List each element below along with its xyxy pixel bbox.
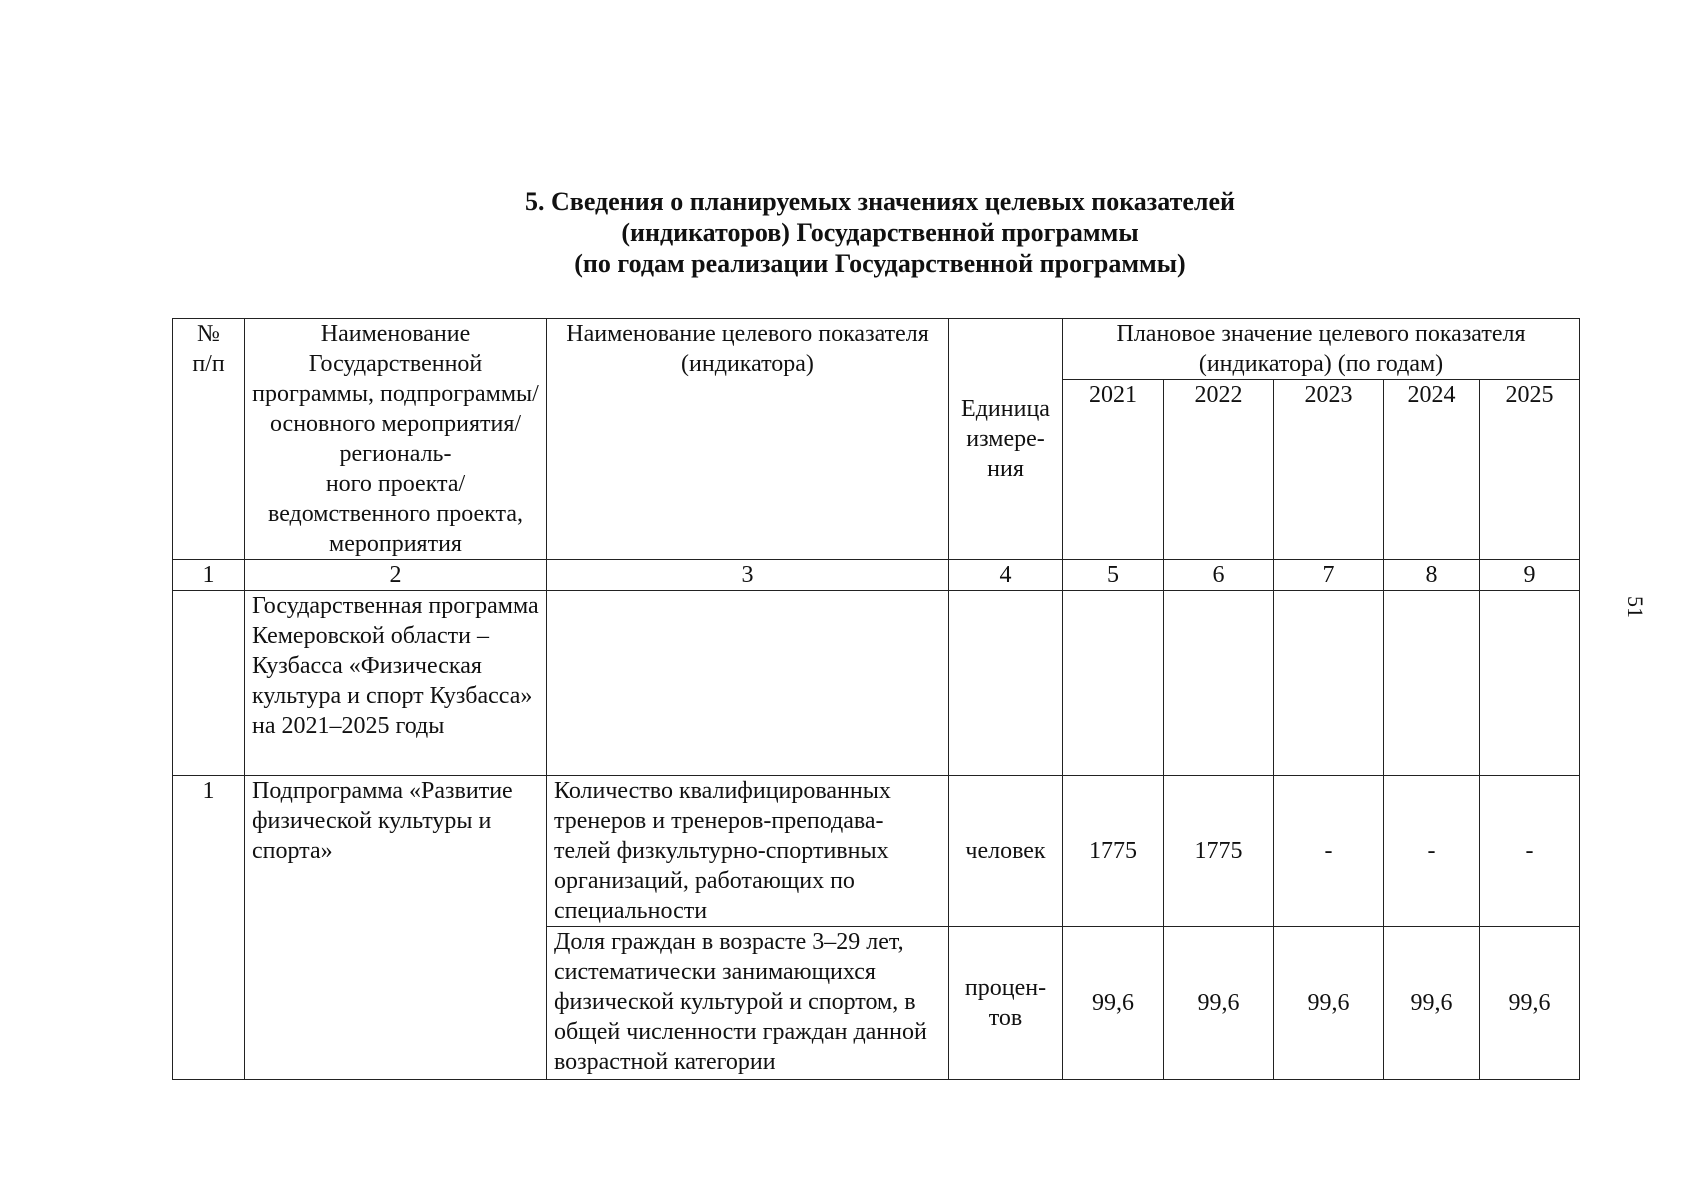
subprogram-num: 1 — [173, 776, 245, 1080]
column-number: 9 — [1480, 560, 1580, 591]
column-number: 5 — [1063, 560, 1164, 591]
header-year-2024: 2024 — [1384, 380, 1480, 560]
header-unit: Единица измере- ния — [949, 319, 1063, 560]
indicator-value: 99,6 — [1274, 927, 1384, 1080]
column-number: 8 — [1384, 560, 1480, 591]
header-year-2022: 2022 — [1164, 380, 1274, 560]
indicator-name: Количество квалифицированных тренеров и тренеров-преподава- телей физкультурно-спортивных организаций, работающих по специальности — [547, 776, 949, 927]
program-num — [173, 591, 245, 776]
header-num: № п/п — [173, 319, 245, 560]
title-line-3: (по годам реализации Государственной программы) — [574, 249, 1186, 278]
header-planned-value: Плановое значение целевого показателя (индикатора) (по годам) — [1063, 319, 1580, 380]
column-number: 7 — [1274, 560, 1384, 591]
indicator-value: - — [1480, 776, 1580, 927]
program-row — [173, 591, 1580, 776]
table-row — [173, 776, 1580, 927]
indicator-value: 99,6 — [1480, 927, 1580, 1080]
indicator-unit: процен- тов — [949, 927, 1063, 1080]
empty-cell — [547, 591, 949, 776]
indicator-value: 1775 — [1063, 776, 1164, 927]
empty-cell — [1164, 591, 1274, 776]
column-number: 4 — [949, 560, 1063, 591]
title-line-2: (индикаторов) Государственной программы — [621, 218, 1139, 247]
empty-cell — [949, 591, 1063, 776]
empty-cell — [1480, 591, 1580, 776]
indicator-value: - — [1274, 776, 1384, 927]
indicator-value: 99,6 — [1164, 927, 1274, 1080]
indicator-name: Доля граждан в возрасте 3–29 лет, систематически занимающихся физической культурой и спортом, в общей численности граждан данной возрастной категории — [547, 927, 949, 1080]
column-number: 2 — [245, 560, 547, 591]
indicator-unit: человек — [949, 776, 1063, 927]
header-row-1 — [173, 319, 1580, 380]
column-number: 1 — [173, 560, 245, 591]
column-number: 3 — [547, 560, 949, 591]
page-number: 51 — [1623, 596, 1648, 618]
subprogram-name: Подпрограмма «Развитие физической культуры и спорта» — [245, 776, 547, 1080]
empty-cell — [1274, 591, 1384, 776]
empty-cell — [1063, 591, 1164, 776]
column-number: 6 — [1164, 560, 1274, 591]
column-numbers-row — [173, 560, 1580, 591]
header-year-2025: 2025 — [1480, 380, 1580, 560]
header-year-2023: 2023 — [1274, 380, 1384, 560]
indicator-value: 1775 — [1164, 776, 1274, 927]
indicator-value: 99,6 — [1063, 927, 1164, 1080]
empty-cell — [1384, 591, 1480, 776]
indicators-table — [172, 318, 1580, 1080]
indicator-value: - — [1384, 776, 1480, 927]
header-year-2021: 2021 — [1063, 380, 1164, 560]
header-program-name: Наименование Государственной программы, подпрограммы/основного мероприятия/региональ- ного проекта/ведомственного проекта, мероприятия — [245, 319, 547, 560]
program-name: Государственная программа Кемеровской области – Кузбасса «Физическая культура и спорт Кузбасса» на 2021–2025 годы — [245, 591, 547, 776]
indicator-value: 99,6 — [1384, 927, 1480, 1080]
page-title — [0, 186, 1697, 279]
header-indicator-name: Наименование целевого показателя (индикатора) — [547, 319, 949, 560]
title-line-1: 5. Сведения о планируемых значениях целевых показателей — [525, 187, 1235, 216]
